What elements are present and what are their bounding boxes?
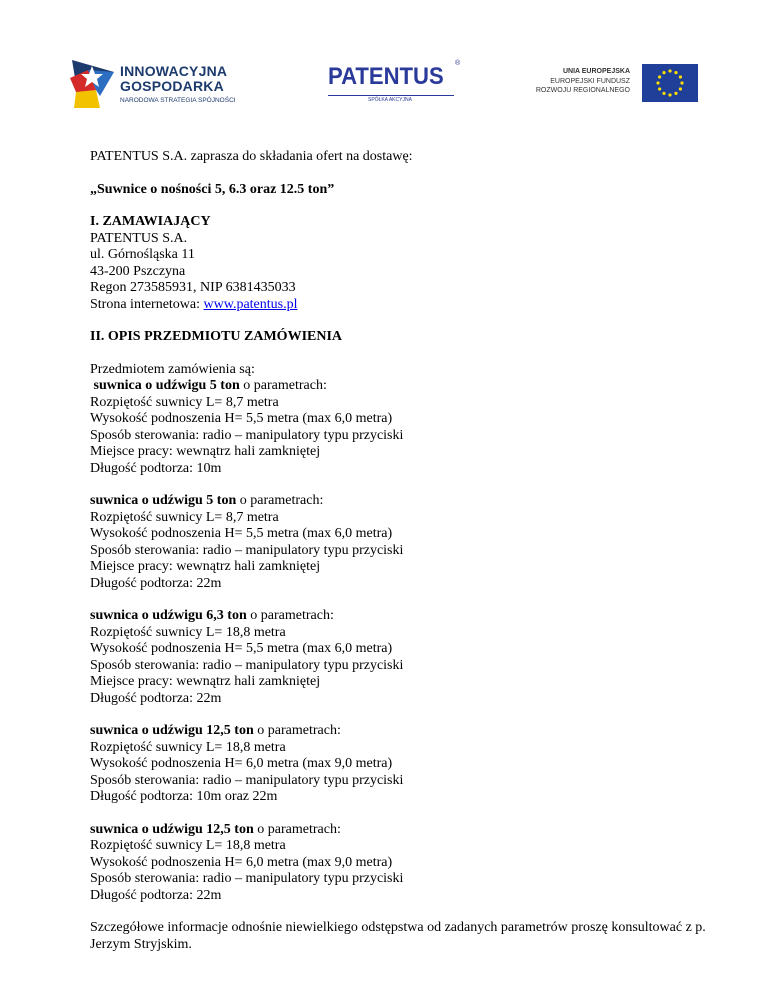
address-line: Regon 273585931, NIP 6381435033 — [90, 280, 296, 295]
item-param: Długość podtorza: 22m — [90, 575, 222, 591]
item-suffix: o parametrach: — [253, 723, 341, 738]
section1-heading: I. ZAMAWIAJĄCY — [90, 214, 211, 229]
document-title: „Suwnice o nośności 5, 6.3 oraz 12.5 ton” — [90, 181, 335, 197]
item-name: suwnica o udźwigu 6,3 ton — [90, 608, 247, 623]
item-title — [90, 378, 710, 395]
item-title — [90, 493, 710, 510]
eu-line1: UNIA EUROPEJSKA — [562, 68, 630, 75]
item-param: Rozpiętość suwnicy L= 18,8 metra — [90, 624, 286, 640]
address-line: ul. Górnośląska 11 — [90, 247, 195, 262]
closing-paragraph: Szczegółowe informacje odnośnie niewielkiego odstępstwa od zadanych parametrów proszę konsultować z p. Jerzym Stryjskim. — [90, 920, 706, 952]
item-param: Rozpiętość suwnicy L= 8,7 metra — [90, 509, 279, 525]
item-name: suwnica o udźwigu 12,5 ton — [90, 821, 254, 837]
item-param: Sposób sterowania: radio – manipulatory typu przyciski — [90, 427, 404, 443]
section2-lead: Przedmiotem zamówienia są: — [90, 361, 255, 377]
logo-left-line1: INNOWACYJNA — [120, 63, 228, 79]
item-param: Wysokość podnoszenia H= 6,0 metra (max 9,0 metra) — [90, 854, 393, 870]
item-param: Długość podtorza: 10m — [90, 460, 222, 476]
logo-left-line2: GOSPODARKA — [120, 78, 224, 94]
item-param: Sposób sterowania: radio – manipulatory typu przyciski — [90, 871, 404, 886]
item-title — [90, 723, 710, 740]
item-param: Sposób sterowania: radio – manipulatory typu przyciski — [90, 657, 404, 673]
logo-left-line3: NARODOWA STRATEGIA SPÓJNOŚCI — [120, 97, 236, 104]
item-suffix: o parametrach: — [239, 378, 327, 393]
patentus-wordmark: PATENTUS — [328, 63, 444, 90]
eu-flag-icon — [642, 64, 698, 102]
item-title — [90, 822, 710, 839]
item-param: Długość podtorza: 10m oraz 22m — [90, 789, 278, 804]
item-param: Rozpiętość suwnicy L= 18,8 metra — [90, 739, 286, 755]
innovative-economy-star-icon — [70, 56, 118, 110]
item-title — [90, 608, 710, 625]
item-param: Wysokość podnoszenia H= 5,5 metra (max 6,0 metra) — [90, 526, 393, 541]
item-param: Wysokość podnoszenia H= 6,0 metra (max 9,0 metra) — [90, 756, 393, 771]
website-label: Strona internetowa: — [90, 296, 204, 312]
patentus-logo — [328, 62, 464, 108]
item-param: Wysokość podnoszenia H= 5,5 metra (max 6,0 metra) — [90, 641, 393, 656]
item-param: Długość podtorza: 22m — [90, 887, 222, 903]
eu-line3: ROZWOJU REGIONALNEGO — [535, 87, 630, 94]
intro-line: PATENTUS S.A. zaprasza do składania ofert na dostawę: — [90, 149, 413, 164]
item-param: Wysokość podnoszenia H= 5,5 metra (max 6,0 metra) — [90, 411, 393, 426]
address-line: PATENTUS S.A. — [90, 230, 188, 246]
item-name: suwnica o udźwigu 5 ton — [90, 493, 237, 508]
item-suffix: o parametrach: — [246, 608, 334, 623]
innowacyjna-gospodarka-logo — [70, 56, 270, 112]
item-param: Miejsce pracy: wewnątrz hali zamkniętej — [90, 674, 321, 689]
item-param: Miejsce pracy: wewnątrz hali zamkniętej — [90, 559, 321, 574]
item-param: Sposób sterowania: radio – manipulatory typu przyciski — [90, 542, 404, 558]
item-name: suwnica o udźwigu 12,5 ton — [90, 723, 254, 738]
website-line — [90, 297, 710, 314]
item-param: Miejsce pracy: wewnątrz hali zamkniętej — [90, 444, 321, 459]
item-name: suwnica o udźwigu 5 ton — [93, 378, 240, 393]
item-param: Sposób sterowania: radio – manipulatory typu przyciski — [90, 772, 404, 788]
section2-heading: II. OPIS PRZEDMIOTU ZAMÓWIENIA — [90, 329, 343, 344]
logo-underline — [328, 95, 454, 96]
item-param: Rozpiętość suwnicy L= 8,7 metra — [90, 394, 279, 410]
patentus-subtitle: SPÓŁKA AKCYJNA — [368, 97, 412, 103]
item-param: Długość podtorza: 22m — [90, 690, 222, 706]
item-suffix: o parametrach: — [253, 821, 341, 837]
document-body — [90, 149, 710, 953]
item-suffix: o parametrach: — [236, 493, 324, 508]
eu-line2: EUROPEJSKI FUNDUSZ — [550, 78, 630, 85]
page-header — [0, 0, 768, 120]
website-link[interactable]: www.patentus.pl — [203, 296, 298, 312]
item-param: Rozpiętość suwnicy L= 18,8 metra — [90, 838, 286, 853]
address-line: 43-200 Pszczyna — [90, 263, 186, 279]
registered-mark: ® — [455, 60, 461, 67]
eu-fund-logo — [520, 64, 700, 102]
